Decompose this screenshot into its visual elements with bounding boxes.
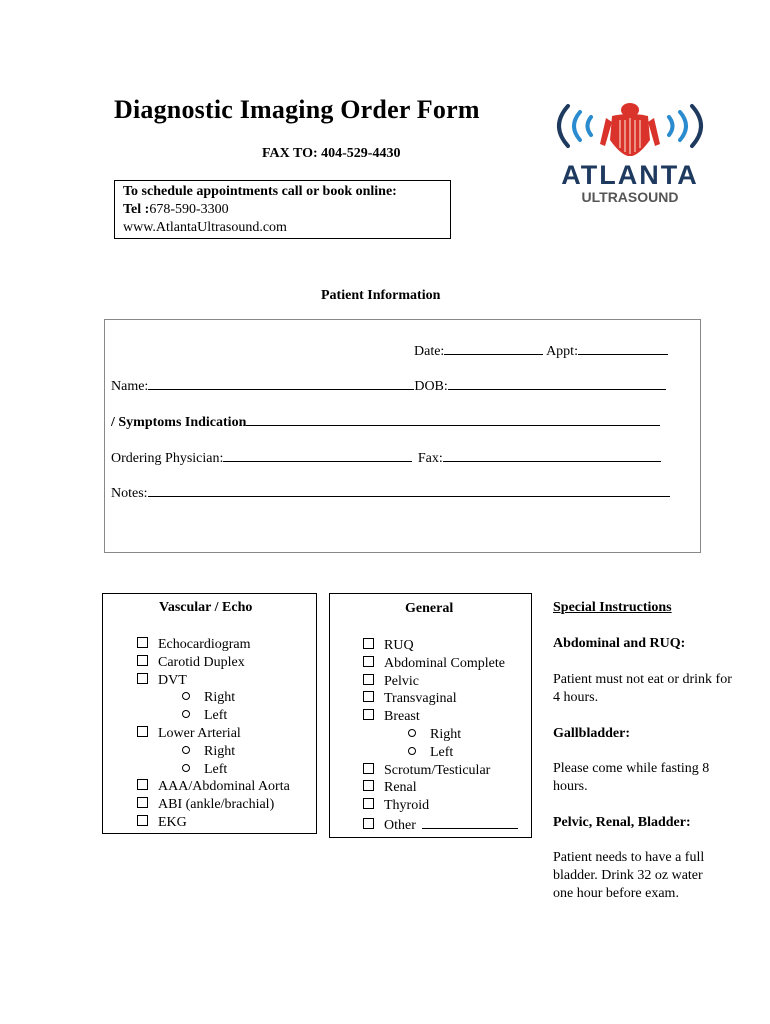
option-label: ABI (ankle/brachial) [158, 797, 275, 813]
option-label: Echocardiogram [158, 637, 251, 652]
checkbox-item [137, 814, 290, 832]
general-box [329, 593, 532, 838]
wave-right-inner [669, 117, 673, 135]
checkbox[interactable] [363, 780, 374, 791]
dob-field[interactable] [448, 376, 666, 390]
option-label: AAA/Abdominal Aorta [158, 779, 290, 795]
appt-field[interactable] [578, 341, 668, 355]
checkbox[interactable] [137, 797, 148, 808]
option-label: Left [204, 761, 228, 777]
checkbox-item [363, 779, 518, 797]
patient-info-box [104, 319, 701, 553]
option-label: Pelvic [384, 673, 419, 689]
wave-left-inner [588, 117, 592, 135]
option-label: Left [430, 744, 454, 760]
checkbox-item [137, 796, 290, 814]
radio-circle[interactable] [182, 746, 190, 754]
option-label: Left [204, 708, 228, 724]
date-field[interactable] [444, 341, 543, 355]
physician-label: Ordering Physician: [111, 451, 224, 466]
symptoms-row [111, 412, 660, 431]
option-label: Scrotum/Testicular [384, 762, 491, 778]
checkbox[interactable] [137, 637, 148, 648]
fax-field[interactable] [443, 448, 661, 462]
option-label: Other [384, 817, 416, 833]
checkbox-item [137, 778, 290, 796]
form-title: Diagnostic Imaging Order Form [114, 95, 480, 124]
checkbox[interactable] [363, 818, 374, 829]
option-label: Renal [384, 780, 417, 796]
sub-option-item [137, 743, 290, 761]
special-instructions-title: Special Instructions [553, 600, 672, 615]
checkbox-item [137, 654, 290, 672]
checkbox-item [363, 762, 518, 780]
checkbox[interactable] [363, 709, 374, 720]
checkbox-item [363, 655, 518, 673]
gallbladder-title: Gallbladder: [553, 726, 631, 741]
radio-circle[interactable] [182, 710, 190, 718]
checkbox[interactable] [137, 815, 148, 826]
name-field[interactable] [148, 376, 414, 390]
checkbox[interactable] [363, 674, 374, 685]
checkbox-item [137, 725, 290, 743]
schedule-line: To schedule appointments call or book online: [123, 184, 397, 199]
fax-to: FAX TO: 404-529-4430 [262, 146, 401, 161]
notes-label: Notes: [111, 486, 148, 501]
website-link[interactable]: www.AtlantaUltrasound.com [123, 220, 287, 235]
abdominal-ruq-title: Abdominal and RUQ: [553, 636, 686, 651]
option-label: Right [204, 743, 236, 759]
logo-word-ultrasound: ULTRASOUND [581, 189, 679, 205]
tel-label: Tel : [123, 202, 150, 217]
vascular-list [137, 636, 290, 832]
symptoms-label: / Symptoms Indication [111, 415, 247, 430]
checkbox-item [363, 673, 518, 691]
wave-right-mid [680, 112, 686, 140]
abdominal-ruq-text: Patient must not eat or drink for 4 hours. [553, 672, 732, 705]
gallbladder-text: Please come while fasting 8 hours. [553, 761, 710, 794]
wave-right-outer [692, 106, 701, 146]
option-label: DVT [158, 672, 187, 688]
checkbox-item [363, 797, 518, 815]
option-label: Right [430, 726, 462, 742]
sub-option-item [137, 761, 290, 779]
option-label: RUQ [384, 638, 414, 653]
name-label: Name: [111, 379, 149, 394]
option-label: Right [204, 690, 236, 706]
checkbox-item [137, 672, 290, 690]
checkbox[interactable] [137, 673, 148, 684]
option-label: Carotid Duplex [158, 654, 245, 670]
checkbox-item [363, 708, 518, 726]
radio-circle[interactable] [182, 692, 190, 700]
sub-option-item [363, 744, 518, 762]
checkbox[interactable] [363, 798, 374, 809]
checkbox-item [363, 815, 518, 835]
checkbox-item [137, 636, 290, 654]
logo-word-atlanta: ATLANTA [561, 160, 699, 190]
option-label: Lower Arterial [158, 725, 241, 741]
notes-field[interactable] [148, 483, 670, 497]
sub-option-item [363, 726, 518, 744]
tel-line [123, 201, 442, 219]
option-label: Transvaginal [384, 691, 457, 707]
dob-label: DOB: [414, 379, 448, 394]
date-appt-row [414, 341, 668, 360]
sub-option-item [137, 707, 290, 725]
checkbox[interactable] [363, 638, 374, 649]
checkbox[interactable] [363, 656, 374, 667]
symptoms-field[interactable] [246, 412, 660, 426]
general-title: General [405, 601, 454, 616]
tel-value: 678-590-3300 [149, 202, 229, 217]
pelvic-renal-bladder-title: Pelvic, Renal, Bladder: [553, 815, 691, 830]
pelvic-renal-bladder-text: Patient needs to have a full bladder. Drink 32 oz water one hour before exam. [553, 850, 705, 901]
vascular-echo-title: Vascular / Echo [159, 600, 253, 615]
name-dob-row [111, 376, 666, 395]
other-field[interactable] [422, 815, 518, 829]
patient-info-title: Patient Information [321, 288, 441, 303]
option-label: Breast [384, 709, 420, 725]
schedule-box [114, 180, 451, 239]
checkbox-item [363, 690, 518, 708]
fax-label: Fax: [417, 451, 443, 466]
option-label: Abdominal Complete [384, 655, 505, 671]
date-label: Date: [414, 344, 445, 359]
checkbox[interactable] [137, 655, 148, 666]
vascular-echo-box [102, 593, 317, 834]
checkbox[interactable] [363, 691, 374, 702]
checkbox-item [363, 637, 518, 655]
physician-row [111, 448, 661, 467]
general-list [363, 637, 518, 835]
body-figure-icon [600, 103, 660, 156]
checkbox[interactable] [137, 726, 148, 737]
sub-option-item [137, 689, 290, 707]
option-label: EKG [158, 814, 187, 830]
radio-circle[interactable] [408, 747, 416, 755]
checkbox[interactable] [137, 779, 148, 790]
wave-left-outer [559, 106, 568, 146]
physician-field[interactable] [223, 448, 412, 462]
checkbox[interactable] [363, 763, 374, 774]
option-label: Thyroid [384, 798, 430, 814]
wave-left-mid [574, 112, 580, 140]
atlanta-ultrasound-logo [540, 98, 720, 208]
notes-row [111, 483, 670, 502]
radio-circle[interactable] [408, 729, 416, 737]
radio-circle[interactable] [182, 764, 190, 772]
appt-label: Appt: [546, 344, 578, 359]
